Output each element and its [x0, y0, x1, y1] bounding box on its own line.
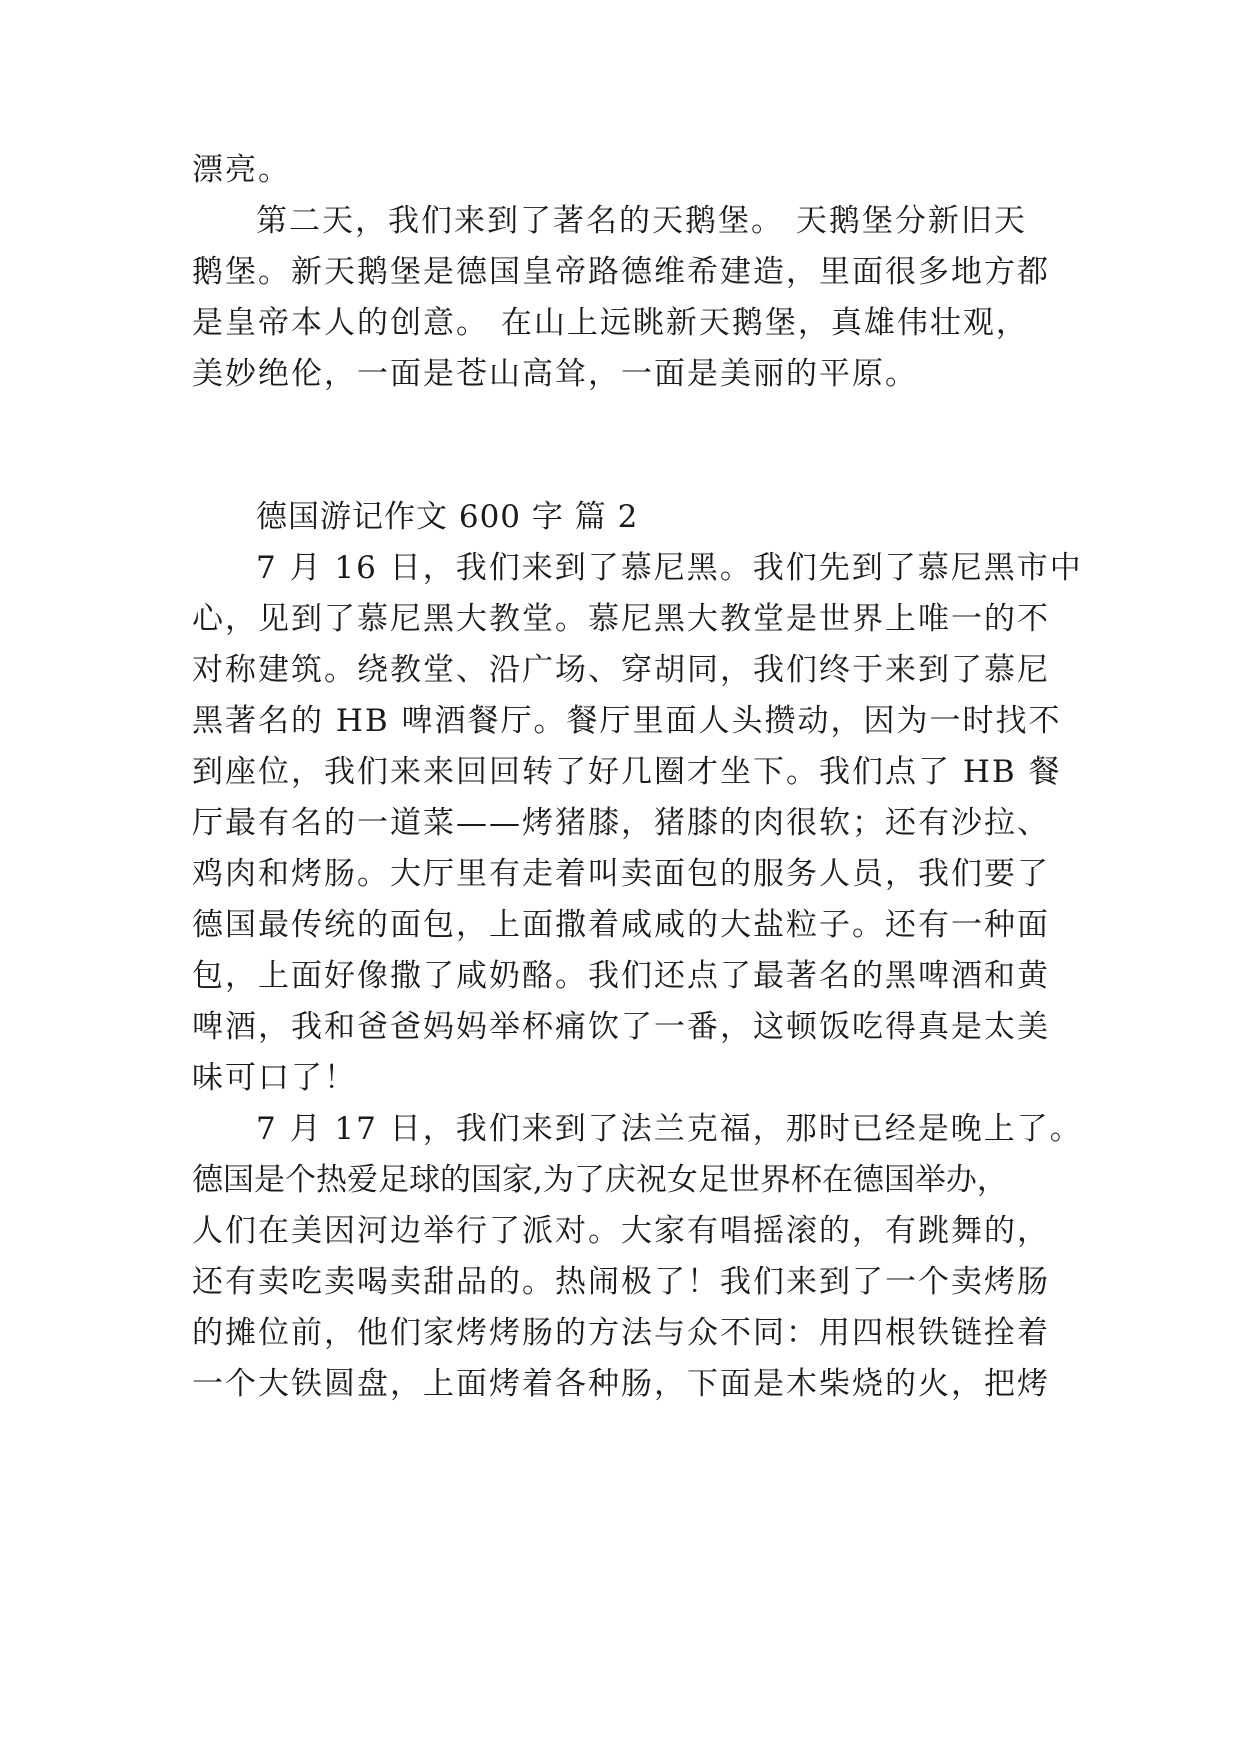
paragraph-line: 德国最传统的面包，上面撒着咸咸的大盐粒子。还有一种面 — [192, 907, 1050, 943]
paragraph-line: 的摊位前，他们家烤烤肠的方法与众不同：用四根铁链拴着 — [192, 1315, 1050, 1351]
paragraph-line: 一个大铁圆盘，上面烤着各种肠，下面是木柴烧的火，把烤 — [192, 1366, 1050, 1402]
paragraph-line: 德国是个热爱足球的国家,为了庆祝女足世界杯在德国举办， — [192, 1162, 1008, 1198]
paragraph-line: 鸡肉和烤肠。大厅里有走着叫卖面包的服务人员，我们要了 — [192, 856, 1050, 892]
paragraph-line: 人们在美因河边举行了派对。大家有唱摇滚的，有跳舞的， — [192, 1213, 1050, 1249]
paragraph-line: 对称建筑。绕教堂、沿广场、穿胡同，我们终于来到了慕尼 — [192, 652, 1050, 688]
paragraph-line: 7 月 16 日，我们来到了慕尼黑。我们先到了慕尼黑市中 — [256, 550, 1083, 586]
paragraph-line: 美妙绝伦，一面是苍山高耸，一面是美丽的平原。 — [192, 356, 918, 392]
paragraph-line: 7 月 17 日，我们来到了法兰克福，那时已经是晚上了。 — [256, 1111, 1083, 1147]
section-heading: 德国游记作文 600 字 篇 2 — [256, 499, 639, 535]
paragraph-line: 包，上面好像撒了咸奶酪。我们还点了最著名的黑啤酒和黄 — [192, 958, 1050, 994]
paragraph-line: 味可口了！ — [192, 1060, 357, 1096]
paragraph-line: 漂亮。 — [192, 152, 291, 188]
paragraph-line: 厅最有名的一道菜——烤猪膝，猪膝的肉很软；还有沙拉、 — [192, 805, 1050, 841]
paragraph-line: 还有卖吃卖喝卖甜品的。热闹极了！我们来到了一个卖烤肠 — [192, 1264, 1050, 1300]
paragraph-line: 啤酒，我和爸爸妈妈举杯痛饮了一番，这顿饭吃得真是太美 — [192, 1009, 1050, 1045]
paragraph-line: 第二天，我们来到了著名的天鹅堡。 天鹅堡分新旧天 — [256, 203, 1027, 239]
paragraph-line: 鹅堡。新天鹅堡是德国皇帝路德维希建造，里面很多地方都 — [192, 254, 1050, 290]
paragraph-line: 到座位，我们来来回回转了好几圈才坐下。我们点了 HB 餐 — [192, 754, 1062, 790]
paragraph-line: 黑著名的 HB 啤酒餐厅。餐厅里面人头攒动，因为一时找不 — [192, 703, 1062, 739]
paragraph-line: 心，见到了慕尼黑大教堂。慕尼黑大教堂是世界上唯一的不 — [192, 601, 1050, 637]
paragraph-line: 是皇帝本人的创意。 在山上远眺新天鹅堡，真雄伟壮观， — [192, 305, 1029, 341]
